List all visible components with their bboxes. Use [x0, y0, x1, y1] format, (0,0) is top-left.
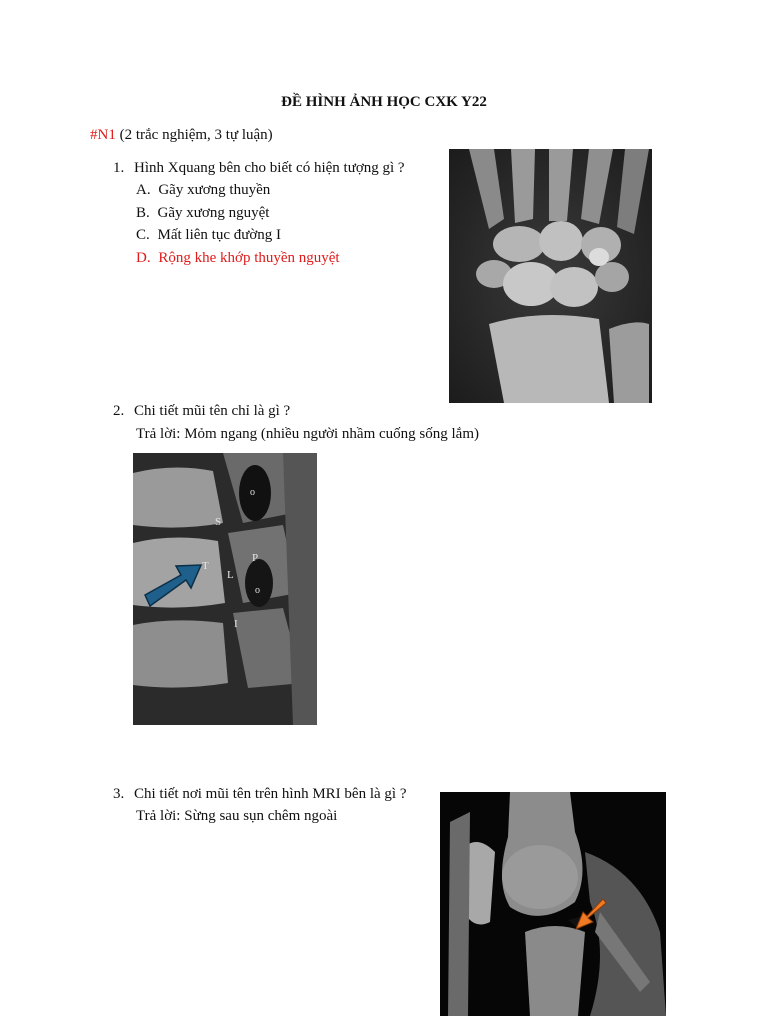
option-a: [136, 182, 270, 199]
option-b: [136, 205, 269, 222]
question-3-answer: Trả lời: Sừng sau sụn chêm ngoài: [136, 808, 338, 824]
label-s: S: [215, 516, 222, 528]
question-3-text: Chi tiết nơi mũi tên trên hình MRI bên là gì ?: [134, 786, 407, 802]
section-code: #N1: [90, 127, 116, 143]
knee-mri-image: [440, 792, 666, 1016]
option-d-correct: [136, 250, 340, 267]
option-b-letter: B.: [136, 205, 150, 221]
option-d-letter: D.: [136, 250, 151, 266]
question-1-text: Hình Xquang bên cho biết có hiện tượng gì ?: [134, 160, 405, 176]
question-2-number: 2.: [113, 403, 125, 419]
option-b-text: Gãy xương nguyệt: [157, 205, 270, 221]
section-description: (2 trắc nghiệm, 3 tự luận): [115, 127, 273, 143]
question-3-number: 3.: [113, 786, 125, 802]
option-a-text: Gãy xương thuyền: [158, 182, 271, 198]
spine-xray-image: [133, 453, 317, 725]
option-c-text: Mất liên tục đường I: [157, 227, 282, 243]
question-2: [113, 403, 290, 420]
label-o-upper: o: [250, 487, 255, 498]
label-o-lower: o: [255, 585, 260, 596]
label-p: P: [252, 552, 259, 564]
option-a-letter: A.: [136, 182, 151, 198]
option-c-letter: C.: [136, 227, 150, 243]
option-c: [136, 227, 281, 244]
label-i: I: [234, 618, 238, 630]
question-2-answer: Trả lời: Mỏm ngang (nhiều người nhầm cuống sống lắm): [136, 426, 479, 442]
question-2-text: Chi tiết mũi tên chỉ là gì ?: [134, 403, 291, 419]
page-title: ĐỀ HÌNH ẢNH HỌC CXK Y22: [281, 94, 487, 110]
question-3: [113, 786, 406, 803]
option-d-text: Rộng khe khớp thuyền nguyệt: [158, 250, 340, 266]
label-l: L: [227, 569, 234, 581]
section-header: [90, 127, 273, 144]
question-1: [113, 160, 405, 177]
label-t: T: [202, 560, 209, 572]
question-1-number: 1.: [113, 160, 125, 176]
wrist-xray-image: [449, 149, 652, 403]
